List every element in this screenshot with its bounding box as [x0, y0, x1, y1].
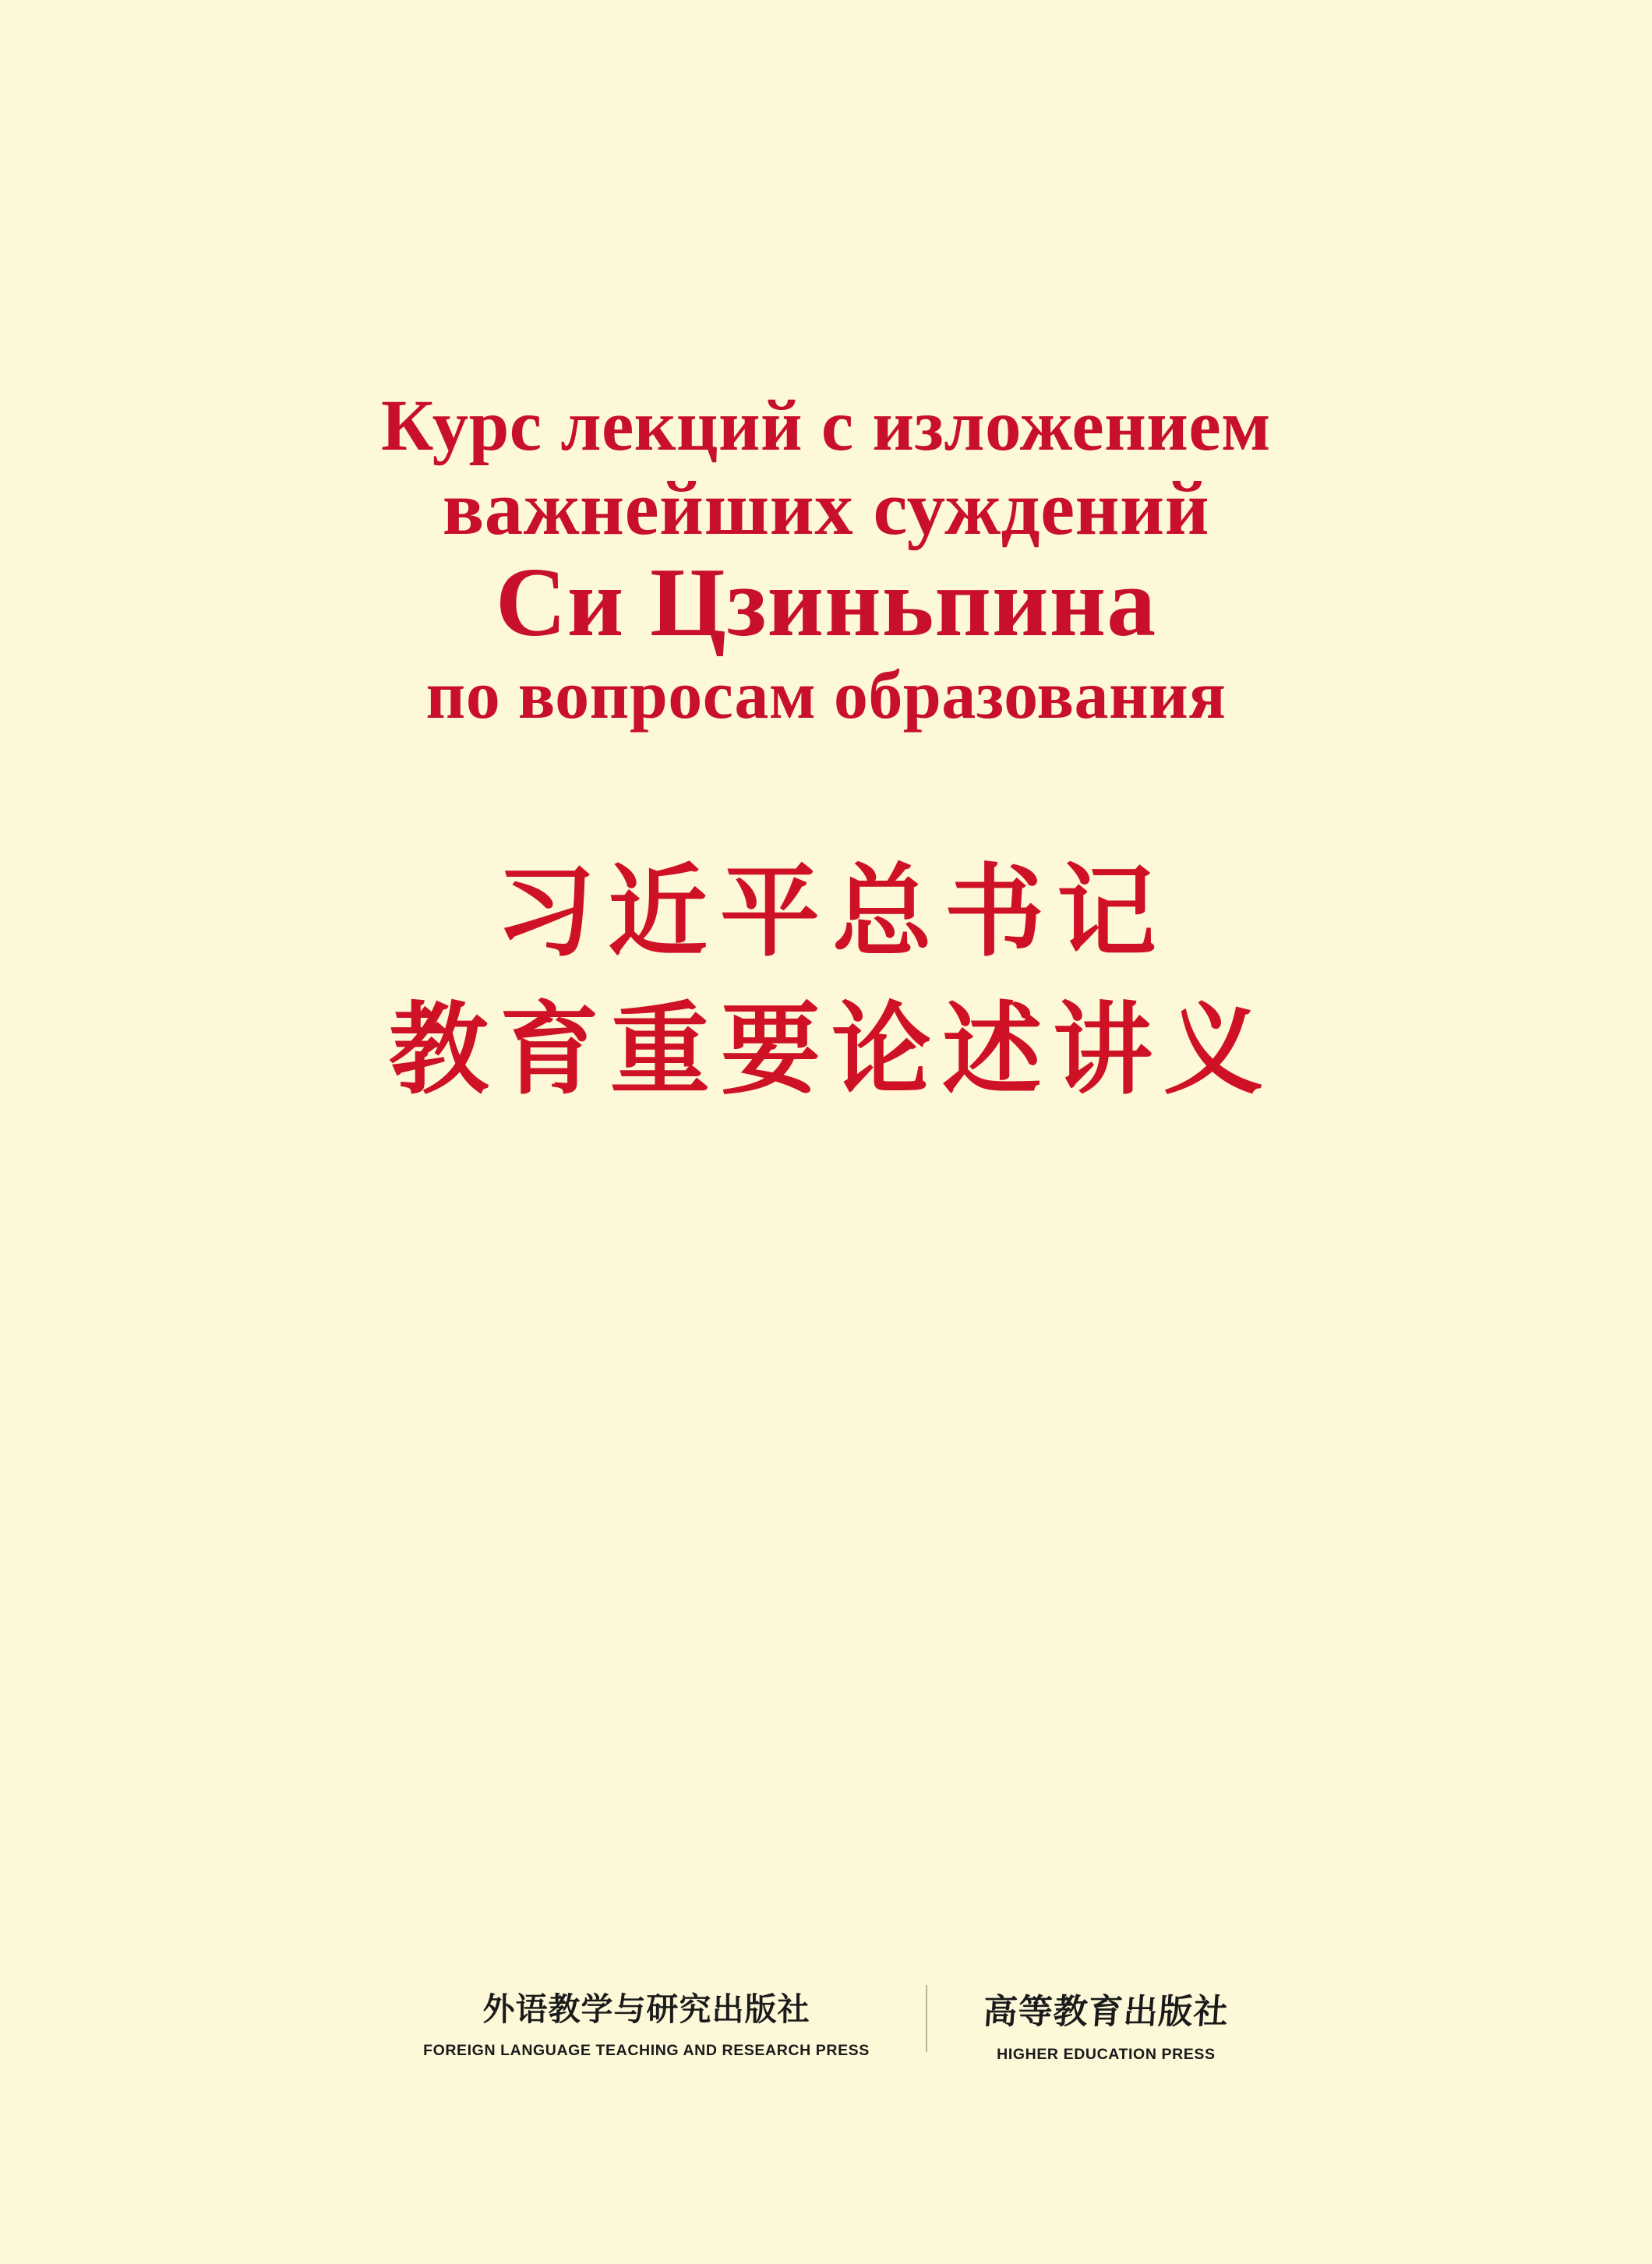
- publisher-flturp-name-zh: 外语教学与研究出版社: [482, 1990, 810, 2028]
- publisher-flturp: [423, 1983, 870, 2060]
- chinese-title-line-2: 教育重要论述讲义: [388, 992, 1274, 1109]
- russian-title-line-2: важнейших суждений: [442, 465, 1210, 551]
- publisher-row: [0, 1983, 1652, 2064]
- chinese-title: [0, 853, 1652, 1109]
- publisher-flturp-name-en: FOREIGN LANGUAGE TEACHING AND RESEARCH PRESS: [423, 2042, 870, 2059]
- russian-title-line-4: по вопросам образования: [425, 658, 1227, 734]
- publisher-divider: [926, 1985, 927, 2052]
- publisher-hep: [983, 1983, 1229, 2064]
- publisher-hep-name-zh: 高等教育出版社: [981, 1992, 1230, 2032]
- chinese-title-line-1: 习近平总书记: [495, 854, 1169, 970]
- publisher-hep-name-en: HIGHER EDUCATION PRESS: [997, 2046, 1216, 2063]
- russian-title-line-3: Си Цзиньпина: [495, 548, 1157, 657]
- russian-title: [0, 386, 1652, 734]
- russian-title-line-1: Курс лекций с изложением: [380, 386, 1272, 466]
